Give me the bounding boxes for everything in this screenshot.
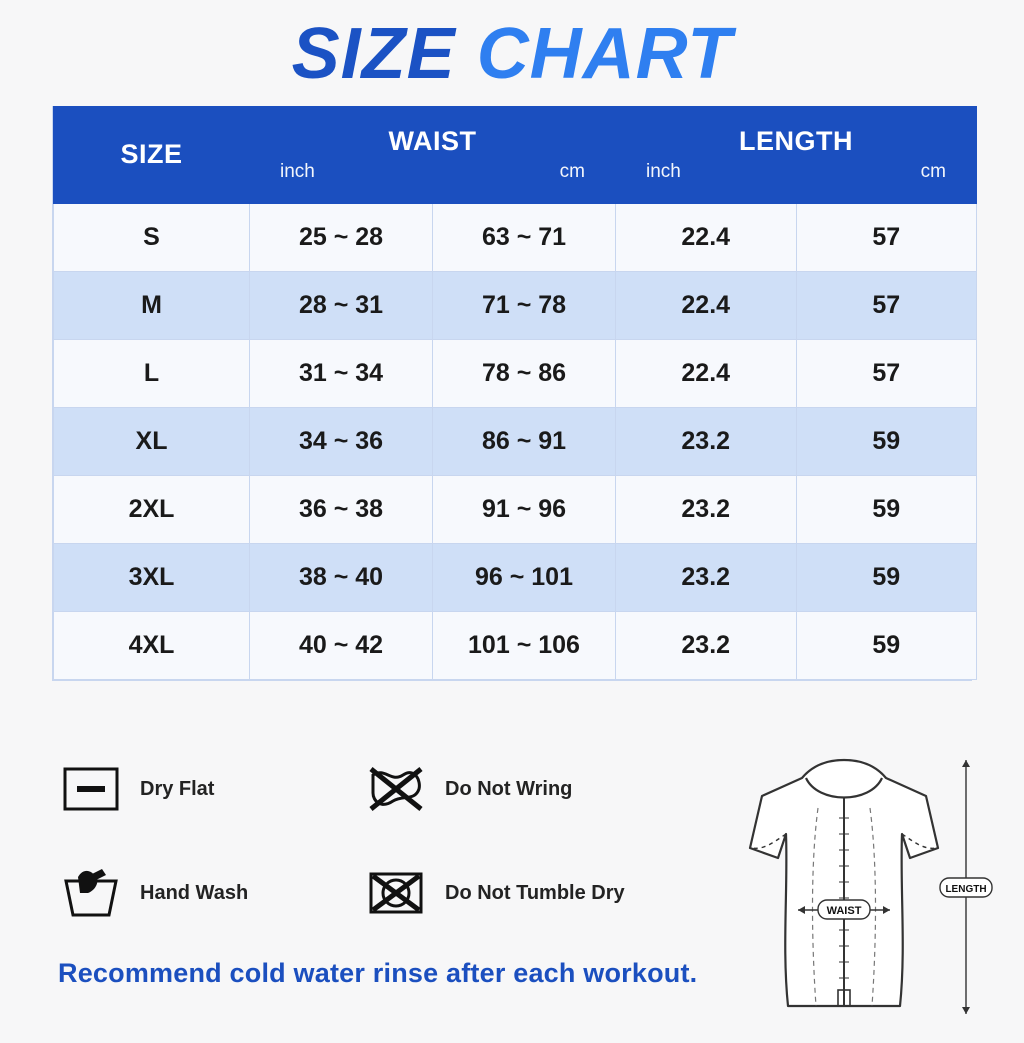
care-item-do-not-tumble-dry [365, 862, 670, 924]
header-waist [250, 107, 616, 204]
cell-length-cm: 59 [796, 544, 977, 612]
size-chart-table [53, 106, 977, 680]
care-instructions [60, 758, 690, 966]
page-title [0, 14, 1024, 94]
cell-size: M [54, 272, 250, 340]
cell-waist-cm: 96 ~ 101 [433, 544, 616, 612]
cell-waist-inch: 36 ~ 38 [250, 476, 433, 544]
table-row [54, 476, 977, 544]
cell-length-cm: 57 [796, 340, 977, 408]
care-label-do-not-wring: Do Not Wring [445, 777, 573, 800]
header-size [54, 107, 250, 204]
waist-label: WAIST [826, 905, 862, 917]
cell-waist-inch: 38 ~ 40 [250, 544, 433, 612]
table-header [54, 107, 977, 204]
length-label: LENGTH [945, 884, 987, 895]
footer-note: Recommend cold water rinse after each workout. [58, 958, 698, 988]
cell-waist-cm: 101 ~ 106 [433, 612, 616, 680]
cell-length-cm: 59 [796, 408, 977, 476]
care-row-1 [60, 758, 690, 820]
cell-length-inch: 23.2 [616, 612, 797, 680]
header-length-label: LENGTH [739, 126, 853, 157]
header-length [616, 107, 977, 204]
care-item-do-not-wring [365, 758, 670, 820]
cell-waist-cm: 86 ~ 91 [433, 408, 616, 476]
cell-length-inch: 23.2 [616, 476, 797, 544]
page-title-part1: SIZE [291, 14, 456, 94]
garment-illustration [694, 738, 994, 1038]
cell-waist-cm: 63 ~ 71 [433, 204, 616, 272]
header-size-label: SIZE [120, 139, 183, 170]
header-waist-label: WAIST [388, 126, 477, 157]
do-not-tumble-dry-icon [365, 862, 427, 924]
cell-length-inch: 22.4 [616, 340, 797, 408]
care-item-hand-wash [60, 862, 365, 924]
care-label-dry-flat: Dry Flat [140, 777, 215, 800]
size-chart-table-wrapper [52, 106, 972, 681]
table-body [54, 204, 977, 680]
table-header-row [54, 107, 977, 204]
cell-length-cm: 59 [796, 476, 977, 544]
table-row [54, 272, 977, 340]
table-row [54, 612, 977, 680]
header-waist-cm: cm [559, 160, 585, 182]
cell-waist-cm: 91 ~ 96 [433, 476, 616, 544]
cell-size: XL [54, 408, 250, 476]
care-row-2 [60, 862, 690, 924]
dry-flat-icon [60, 758, 122, 820]
hand-wash-icon [60, 862, 122, 924]
cell-waist-inch: 31 ~ 34 [250, 340, 433, 408]
cell-size: S [54, 204, 250, 272]
cell-waist-inch: 34 ~ 36 [250, 408, 433, 476]
table-row [54, 544, 977, 612]
page-title-part2: CHART [476, 14, 733, 94]
header-length-inch: inch [646, 160, 681, 182]
cell-length-cm: 59 [796, 612, 977, 680]
table-row [54, 340, 977, 408]
cell-size: 3XL [54, 544, 250, 612]
cell-length-inch: 22.4 [616, 204, 797, 272]
header-length-cm: cm [920, 160, 946, 182]
cell-length-inch: 22.4 [616, 272, 797, 340]
do-not-wring-icon [365, 758, 427, 820]
cell-length-inch: 23.2 [616, 544, 797, 612]
care-item-dry-flat [60, 758, 365, 820]
cell-size: 2XL [54, 476, 250, 544]
header-waist-inch: inch [280, 160, 315, 182]
table-row [54, 204, 977, 272]
care-label-do-not-tumble-dry: Do Not Tumble Dry [445, 881, 625, 904]
cell-length-inch: 23.2 [616, 408, 797, 476]
header-length-units [616, 157, 976, 183]
cell-length-cm: 57 [796, 204, 977, 272]
cell-waist-cm: 71 ~ 78 [433, 272, 616, 340]
cell-length-cm: 57 [796, 272, 977, 340]
cell-waist-cm: 78 ~ 86 [433, 340, 616, 408]
cell-size: L [54, 340, 250, 408]
cell-size: 4XL [54, 612, 250, 680]
cell-waist-inch: 25 ~ 28 [250, 204, 433, 272]
header-waist-units [250, 157, 615, 183]
cell-waist-inch: 28 ~ 31 [250, 272, 433, 340]
care-label-hand-wash: Hand Wash [140, 881, 249, 904]
table-row [54, 408, 977, 476]
cell-waist-inch: 40 ~ 42 [250, 612, 433, 680]
